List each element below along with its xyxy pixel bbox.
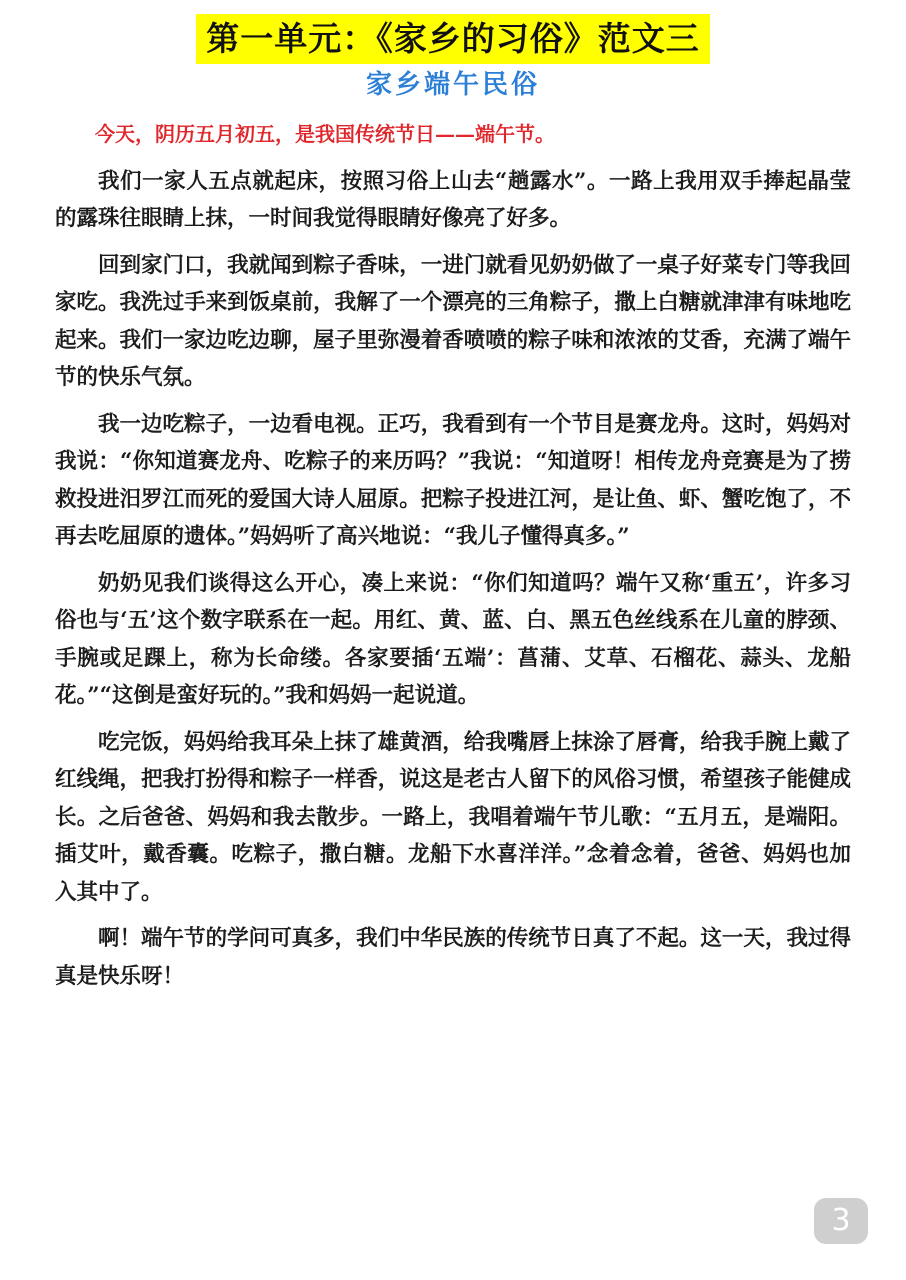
article-paragraph: 我一边吃粽子，一边看电视。正巧，我看到有一个节目是赛龙舟。这时，妈妈对我说：“你知道赛龙舟、吃粽子的来历吗？”我说：“知道呀！相传龙舟竞赛是为了捞救投进汨罗江而死的爱国大诗人屈原。把粽子投进江河，是让鱼、虾、蟹吃饱了，不再去吃屈原的遗体。”妈妈听了高兴地说：“我儿子懂得真多。” — [55, 411, 851, 549]
article-paragraph: 回到家门口，我就闻到粽子香味，一进门就看见奶奶做了一桌子好菜专门等我回家吃。我洗过手来到饭桌前，我解了一个漂亮的三角粽子，撒上白糖就津津有味地吃起来。我们一家边吃边聊，屋子里弥漫着香喷喷的粽子味和浓浓的艾香，充满了端午节的快乐气氛。 — [55, 252, 851, 390]
article-body — [55, 116, 851, 1004]
article-subtitle: 家乡端午民俗 — [365, 70, 540, 100]
title-container — [0, 14, 906, 64]
article-paragraph: 吃完饭，妈妈给我耳朵上抹了雄黄酒，给我嘴唇上抹涂了唇膏，给我手腕上戴了红线绳，把我打扮得和粽子一样香，说这是老古人留下的风俗习惯，希望孩子能健成长。之后爸爸、妈妈和我去散步。一路上，我唱着端午节儿歌：“五月五，是端阳。插艾叶，戴香囊。吃粽子，撒白糖。龙船下水喜洋洋。”念着念着，爸爸、妈妈也加入其中了。 — [55, 729, 851, 905]
page-title: 第一单元：《家乡的习俗》范文三 — [196, 14, 710, 64]
article-paragraph-lead: 今天，阴历五月初五，是我国传统节日——端午节。 — [95, 122, 555, 146]
article-paragraph: 奶奶见我们谈得这么开心，凑上来说：“你们知道吗？端午又称‘重五’，许多习俗也与‘五’这个数字联系在一起。用红、黄、蓝、白、黑五色丝线系在儿童的脖颈、手腕或足踝上，称为长命缕。各家要插‘五端’：菖蒲、艾草、石榴花、蒜头、龙船花。”“这倒是蛮好玩的。”我和妈妈一起说道。 — [55, 570, 851, 708]
article-paragraph: 啊！端午节的学问可真多，我们中华民族的传统节日真了不起。这一天，我过得真是快乐呀！ — [55, 926, 851, 989]
page-number-badge: 3 — [814, 1198, 868, 1244]
article-paragraph: 我们一家人五点就起床，按照习俗上山去“趟露水”。一路上我用双手捧起晶莹的露珠往眼睛上抹，一时间我觉得眼睛好像亮了好多。 — [55, 168, 851, 231]
